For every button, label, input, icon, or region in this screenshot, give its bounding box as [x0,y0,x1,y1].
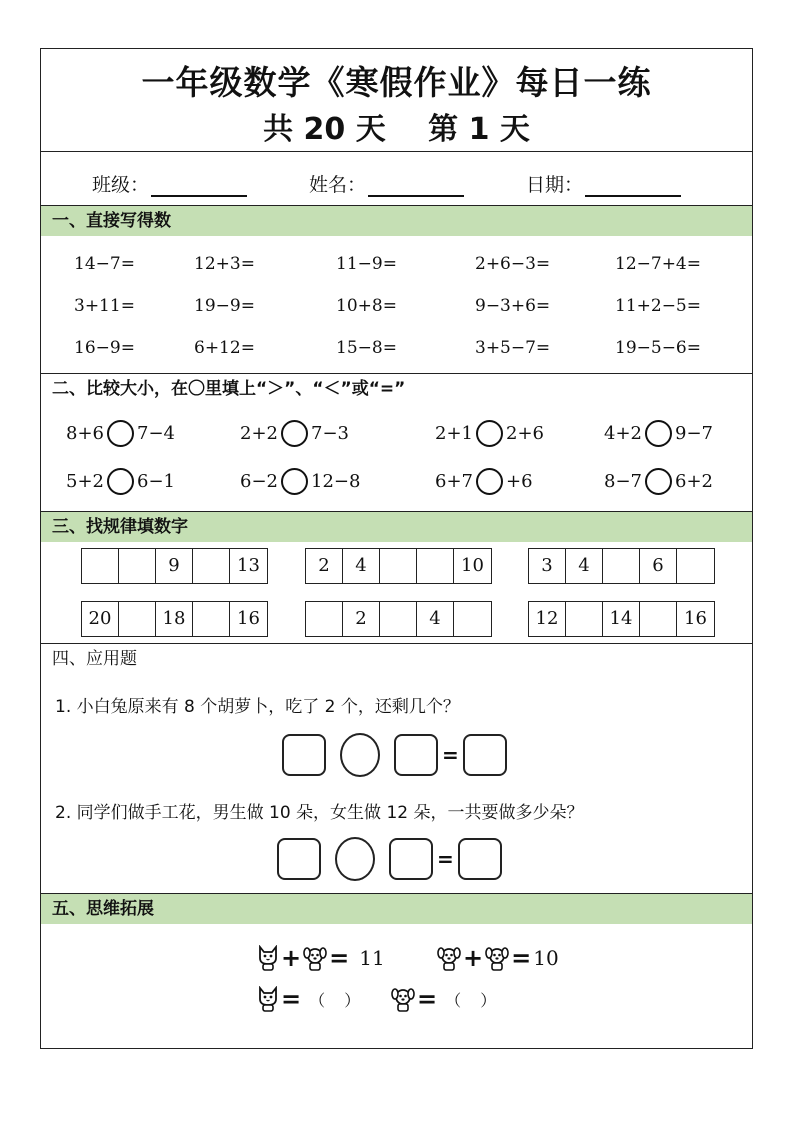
section-heading: 二、比较大小，在〇里填上“＞”、“＜”或“=” [52,379,406,399]
answer-box[interactable] [389,838,433,880]
current-day: 第 1 天 [428,112,530,147]
dog-icon [485,945,509,971]
section-word-problems [41,643,752,893]
name-blank[interactable] [368,179,464,197]
pattern-strip [81,601,268,637]
pattern-strip [305,548,492,584]
name-field[interactable] [309,170,464,197]
left-expression: 2+1 [435,423,473,444]
page-subtitle [41,104,752,148]
answer-box[interactable] [277,838,321,880]
right-expression: 6+2 [675,471,713,492]
section-patterns [41,511,752,643]
compare-circle[interactable] [476,468,503,495]
equals-sign: = [442,743,459,767]
cat-icon [257,945,279,971]
total-days: 共 20 天 [263,112,386,147]
compare-item [435,420,544,447]
calc-expression: 9−3+6= [475,296,551,316]
left-expression: 8−7 [604,471,642,492]
plus-sign: + [463,944,484,972]
sum-value: 11 [359,946,385,970]
calc-expression: 15−8= [336,338,397,358]
right-expression: 9−7 [675,423,713,444]
section-heading: 四、应用题 [52,649,137,669]
equals-sign: = [511,944,532,972]
pattern-cell: 16 [237,608,260,629]
compare-item [240,420,349,447]
left-expression: 5+2 [66,471,104,492]
calc-expression: 10+8= [336,296,397,316]
compare-item [66,420,175,447]
date-field[interactable] [526,170,681,197]
compare-item [66,468,175,495]
pattern-cell[interactable] [677,549,714,583]
operator-oval[interactable] [335,837,375,881]
dog-icon [437,945,461,971]
left-expression: 6+7 [435,471,473,492]
pattern-strip [528,601,715,637]
pattern-cell: 4 [566,549,603,583]
pattern-cell: 16 [684,608,707,629]
page-title: 一年级数学《寒假作业》每日一练 [141,63,652,102]
pattern-cell[interactable] [306,602,343,636]
puzzle-answer-cat [257,985,360,1013]
compare-item [604,468,713,495]
student-info [41,152,752,205]
answer-equation-1 [282,733,507,777]
compare-item [604,420,713,447]
pattern-cell[interactable] [417,549,454,583]
puzzle-equation-1 [257,944,385,972]
answer-box[interactable] [394,734,438,776]
dog-icon [303,945,327,971]
pattern-cell: 2 [306,549,343,583]
compare-circle[interactable] [281,468,308,495]
pattern-cell: 10 [461,555,484,576]
calc-expression: 12+3= [194,254,255,274]
calc-expression: 11−9= [336,254,397,274]
answer-equation-2 [277,837,502,881]
pattern-cell[interactable] [119,602,156,636]
class-blank[interactable] [151,179,247,197]
section-thinking [41,893,752,1049]
dog-icon [391,986,415,1012]
pattern-cell: 13 [237,555,260,576]
pattern-strip [305,601,492,637]
section-heading: 一、直接写得数 [41,206,752,236]
sum-value: 10 [533,946,559,970]
date-label: 日期： [526,174,584,196]
calc-expression: 11+2−5= [615,296,701,316]
calc-expression: 16−9= [74,338,135,358]
compare-circle[interactable] [281,420,308,447]
right-expression: 7−3 [311,423,349,444]
equals-sign: = [329,944,350,972]
worksheet-header [41,49,752,152]
calc-expression: 14−7= [74,254,135,274]
answer-box[interactable] [282,734,326,776]
pattern-cell: 3 [529,549,566,583]
cat-icon [257,986,279,1012]
right-expression: 6−1 [137,471,175,492]
class-field[interactable] [92,170,247,197]
pattern-cell[interactable] [82,549,119,583]
pattern-cell[interactable] [119,549,156,583]
class-label: 班级： [92,174,150,196]
pattern-strip [528,548,715,584]
puzzle-equation-2 [437,944,559,972]
left-expression: 8+6 [66,423,104,444]
compare-circle[interactable] [107,468,134,495]
section-compare [41,373,752,511]
calc-expression: 3+11= [74,296,135,316]
calc-expression: 2+6−3= [475,254,551,274]
calc-expression: 19−5−6= [615,338,701,358]
pattern-cell: 20 [82,602,119,636]
problem-1: 1. 小白兔原来有 8 个胡萝卜，吃了 2 个，还剩几个？ [55,697,460,717]
pattern-cell: 9 [156,549,193,583]
pattern-cell[interactable] [603,549,640,583]
plus-sign: + [281,944,302,972]
section-heading: 五、思维拓展 [41,894,752,924]
compare-item [435,468,533,495]
pattern-cell[interactable] [566,602,603,636]
right-expression: +6 [506,471,533,492]
answer-blank[interactable]: （ ） [445,990,497,1010]
name-label: 姓名： [309,174,367,196]
calc-expression: 12−7+4= [615,254,701,274]
equals-sign: = [281,985,302,1013]
pattern-strip [81,548,268,584]
pattern-cell[interactable] [380,549,417,583]
left-expression: 6−2 [240,471,278,492]
left-expression: 4+2 [604,423,642,444]
pattern-cell: 4 [417,602,454,636]
answer-box[interactable] [458,838,502,880]
equals-sign: = [417,985,438,1013]
pattern-cell: 2 [343,602,380,636]
answer-box[interactable] [463,734,507,776]
compare-circle[interactable] [107,420,134,447]
calc-expression: 3+5−7= [475,338,551,358]
pattern-cell: 14 [603,602,640,636]
pattern-cell: 6 [640,549,677,583]
problem-2: 2. 同学们做手工花，男生做 10 朵，女生做 12 朵，一共要做多少朵？ [55,803,584,823]
calc-expression: 6+12= [194,338,255,358]
pattern-cell: 12 [529,602,566,636]
pattern-cell[interactable] [380,602,417,636]
date-blank[interactable] [585,179,681,197]
pattern-cell[interactable] [640,602,677,636]
section-direct-calculation [41,205,752,373]
compare-item [240,468,360,495]
compare-circle[interactable] [645,420,672,447]
left-expression: 2+2 [240,423,278,444]
equals-sign: = [437,847,454,871]
right-expression: 2+6 [506,423,544,444]
calc-expression: 19−9= [194,296,255,316]
answer-blank[interactable]: （ ） [309,990,361,1010]
operator-oval[interactable] [340,733,380,777]
pattern-cell[interactable] [193,602,230,636]
compare-circle[interactable] [476,420,503,447]
worksheet [40,48,753,1049]
pattern-cell[interactable] [454,602,491,636]
puzzle-answer-dog [391,985,496,1013]
compare-circle[interactable] [645,468,672,495]
pattern-cell[interactable] [193,549,230,583]
right-expression: 7−4 [137,423,175,444]
section-heading: 三、找规律填数字 [41,512,752,542]
pattern-cell: 18 [156,602,193,636]
right-expression: 12−8 [311,471,361,492]
pattern-cell: 4 [343,549,380,583]
